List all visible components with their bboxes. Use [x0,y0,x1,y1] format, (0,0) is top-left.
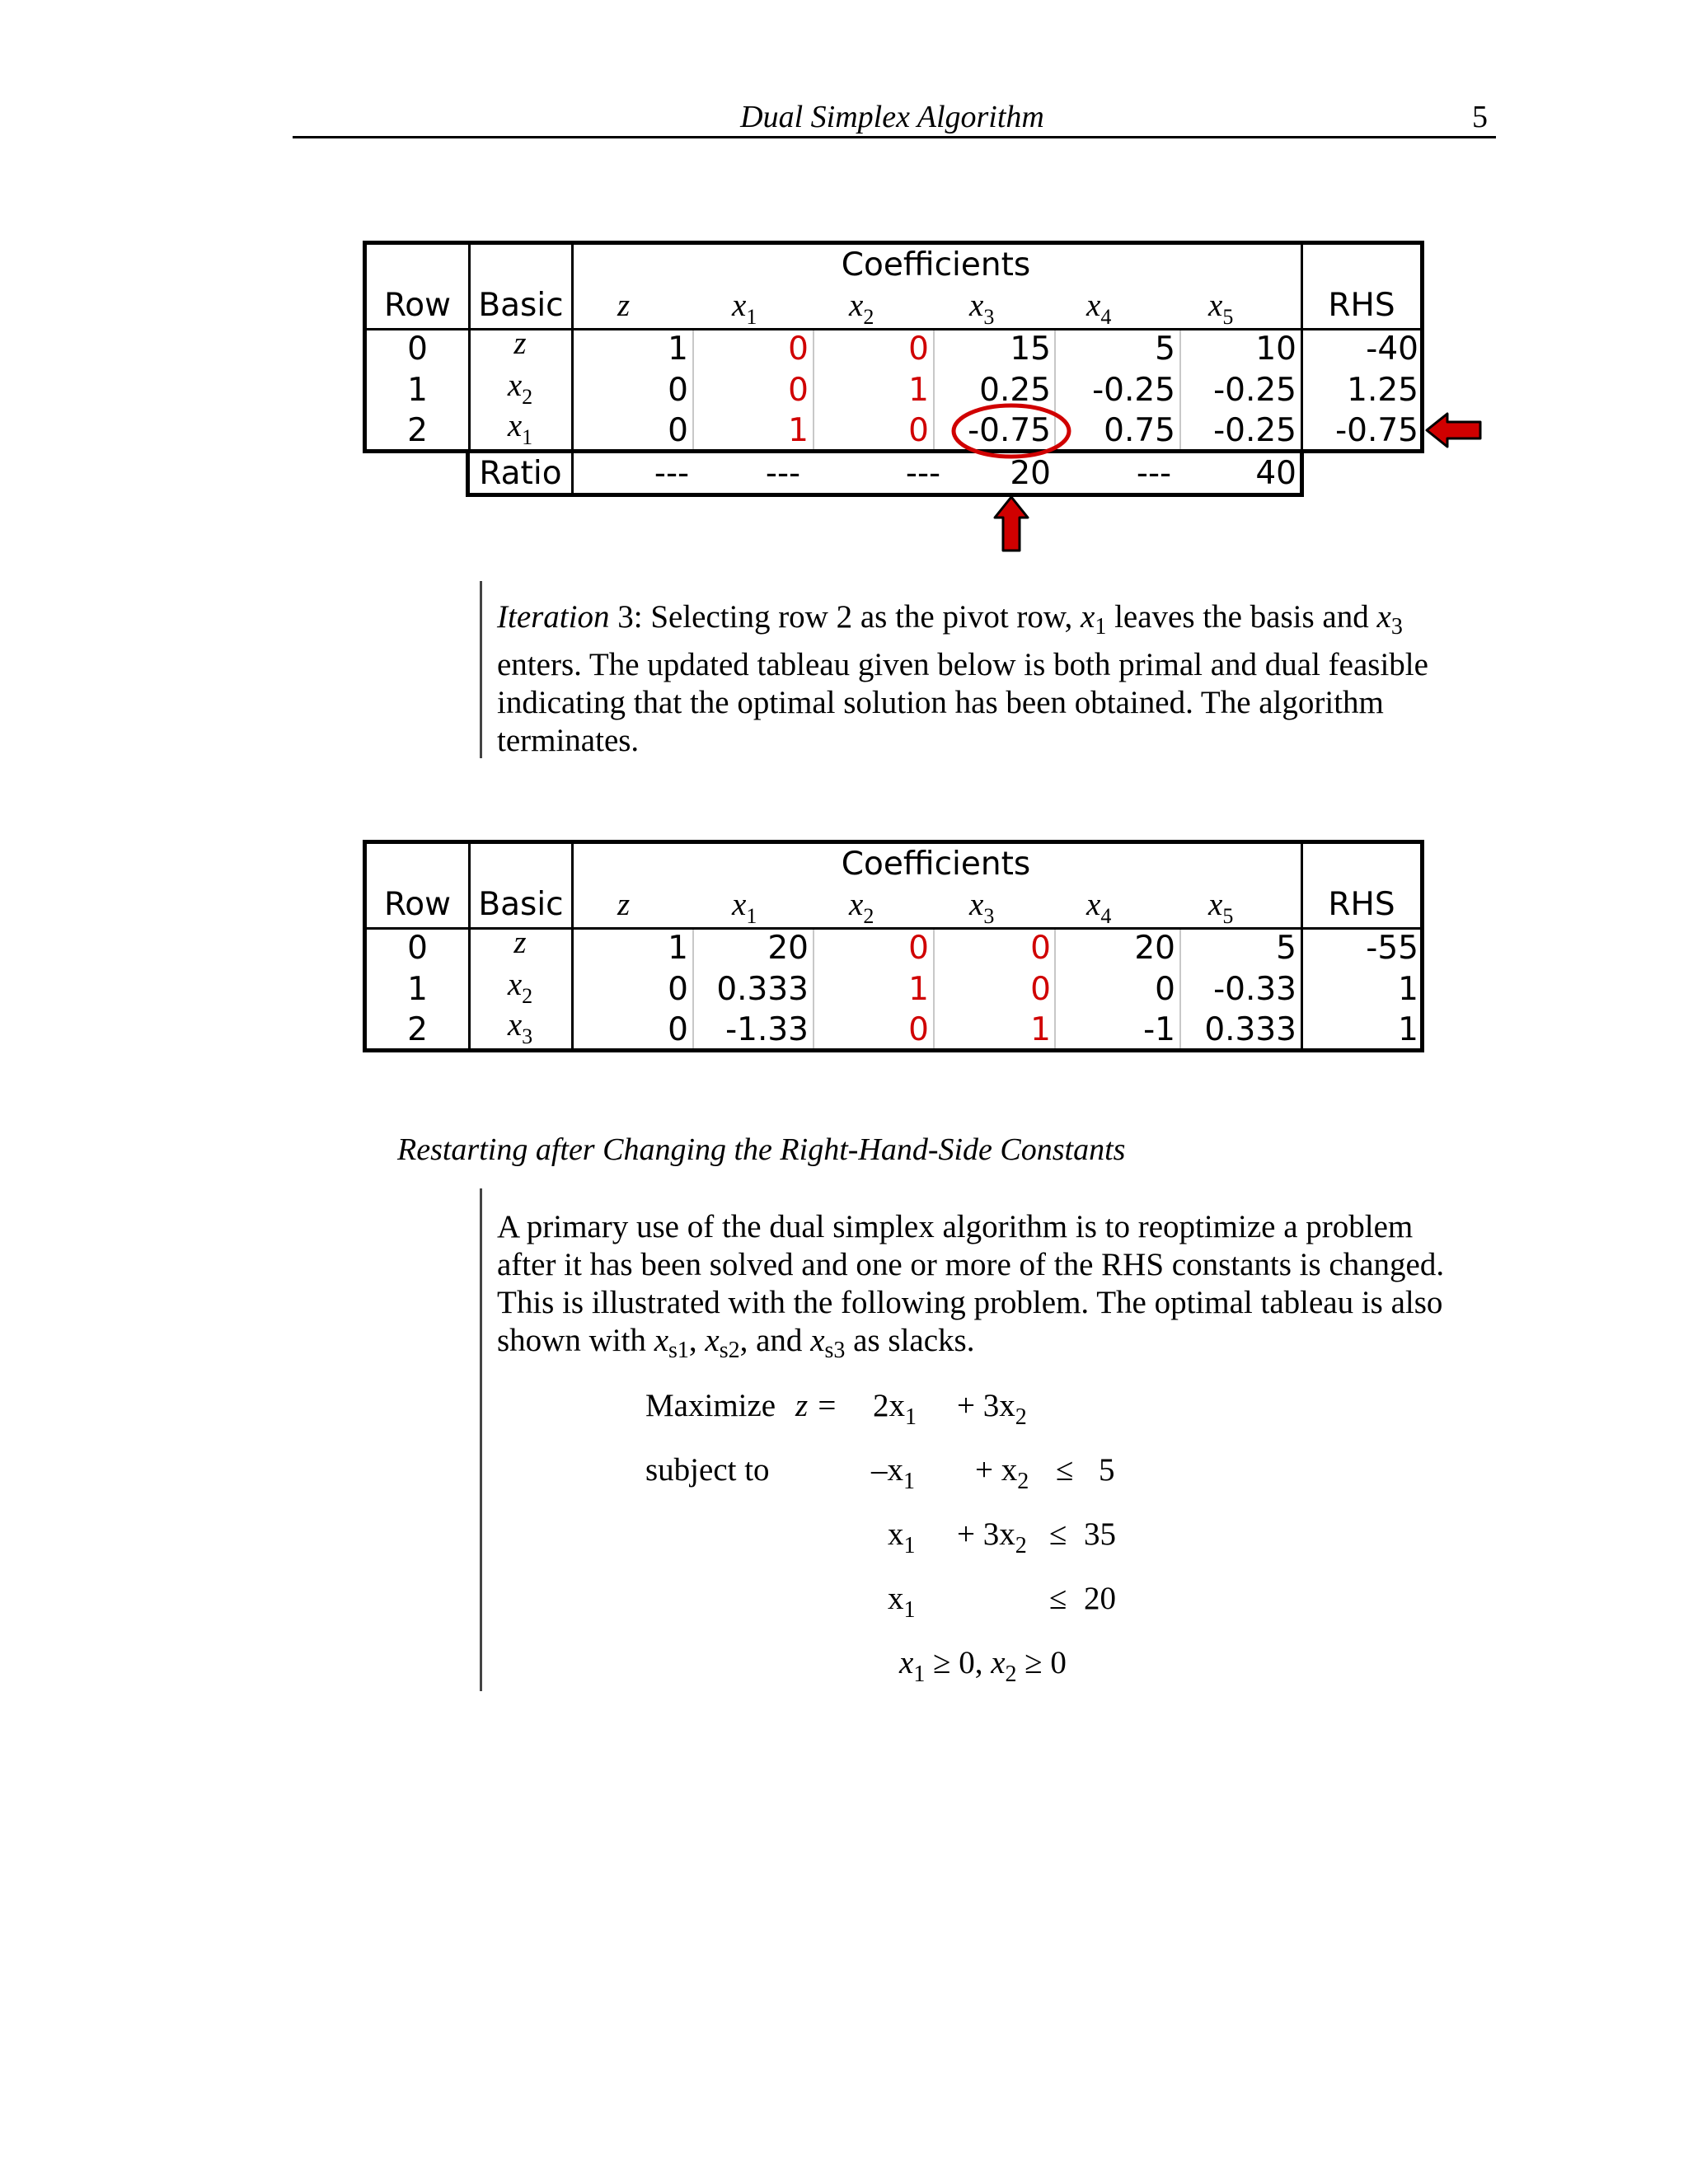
coefficients-label: Coefficients [841,246,1031,284]
cell-value: 1 [668,930,688,967]
cell-value: 0.75 [1104,412,1175,449]
cell-value: 1 [908,971,929,1008]
ratio-label: Ratio [479,455,562,492]
c2-term-1: $x_1$ [888,1516,916,1558]
cell-value: 0 [1030,971,1051,1008]
var-header-x5: $x_5$ [1208,887,1234,928]
cell-value: -1.33 [725,1011,809,1048]
header-title: Dual Simplex Algorithm [740,100,1044,134]
objective-z: z = [795,1388,838,1423]
basic-var: z [513,326,527,361]
var-header-x5: $x_5$ [1208,288,1234,329]
cell-value: 0 [668,971,688,1008]
left-arrow-icon [1424,410,1484,450]
basic-header: Basic [478,287,564,324]
var-header-z: z [617,887,631,922]
divider [933,929,935,1048]
section-line-2: after it has been solved and one or more of the RHS constants is changed. [497,1247,1445,1282]
divider [1179,330,1181,449]
ratio-value: --- [765,455,801,492]
divider [692,929,694,1048]
paragraph-sidebar-line [480,1188,482,1691]
cell-value: 0 [908,1011,929,1048]
cell-value: -0.25 [1213,412,1296,449]
c2-rhs: 35 [1084,1516,1116,1552]
iteration-paragraph [497,598,1568,760]
cell-value: 15 [1010,330,1051,368]
section-line-3: This is illustrated with the following problem. The optimal tableau is also [497,1285,1443,1320]
iteration-line-4: terminates. [497,723,640,758]
objective-term-2: + $3x_2$ [957,1388,1027,1430]
cell-value: 0.333 [716,971,809,1008]
cell-value: 0 [668,412,688,449]
c3-rhs: 20 [1084,1581,1116,1616]
basic-var: $x_3$ [507,1007,533,1048]
section-line-4: shown with $x_{s1}$, $x_{s2}$, and $x_{s3}$ as slacks. [497,1323,975,1363]
section-paragraph [497,1208,1593,1370]
row-number: 1 [407,372,428,409]
section-heading: Restarting after Changing the Right-Hand-Side Constants [397,1132,1126,1167]
ratio-value: --- [905,455,941,492]
cell-value: 1 [788,412,809,449]
c3-relation: ≤ [1049,1581,1067,1616]
rhs-value: 1.25 [1347,372,1418,409]
divider [933,330,935,449]
cell-value: 1 [908,372,929,409]
basic-var: $x_1$ [507,408,533,449]
cell-value: 0 [788,330,809,368]
cell-value: 5 [1276,930,1296,967]
cell-value: -0.25 [1092,372,1175,409]
up-arrow-icon [992,494,1031,554]
cell-value: 5 [1155,330,1175,368]
var-header-x1: $x_1$ [732,288,757,329]
c2-relation: ≤ [1049,1516,1067,1552]
cell-value: 20 [767,930,809,967]
header-rule [293,136,1496,138]
page-number: 5 [1472,100,1488,134]
divider [813,330,814,449]
cell-value: 0 [908,330,929,368]
divider [813,929,814,1048]
cell-value: -0.25 [1213,372,1296,409]
c1-rhs: 5 [1099,1452,1115,1488]
ratio-value: --- [654,455,690,492]
coefficients-label: Coefficients [841,846,1031,883]
iteration-line-3: indicating that the optimal solution has been obtained. The algorithm [497,685,1384,720]
basic-var: $x_2$ [507,368,533,409]
var-header-x1: $x_1$ [732,887,757,928]
row-number: 0 [407,930,428,967]
basic-var: $x_2$ [507,967,533,1008]
row-number: 2 [407,1011,428,1048]
var-header-x2: $x_2$ [849,288,874,329]
divider [1054,929,1056,1048]
rhs-value: 1 [1398,971,1418,1008]
ratio-value: 40 [1255,455,1296,492]
cell-value: 0.333 [1204,1011,1296,1048]
cell-value: 0 [788,372,809,409]
cell-value: 1 [668,330,688,368]
cell-value: -1 [1143,1011,1175,1048]
cell-value: -0.33 [1213,971,1296,1008]
section-line-1: A primary use of the dual simplex algorithm is to reoptimize a problem [497,1209,1414,1244]
var-header-x4: $x_4$ [1086,288,1112,329]
basic-header: Basic [478,886,564,923]
var-header-x3: $x_3$ [969,887,995,928]
cell-value: 0 [1030,930,1051,967]
cell-value: 0 [668,372,688,409]
row-number: 2 [407,412,428,449]
var-header-x4: $x_4$ [1086,887,1112,928]
row-number: 0 [407,330,428,368]
cell-value: 1 [1030,1011,1051,1048]
maximize-label: Maximize [645,1388,776,1423]
rhs-header: RHS [1328,287,1395,324]
nonnegativity: $x_1 \ge 0$, $x_2 \ge 0$ [899,1645,1067,1687]
row-header: Row [383,287,452,324]
cell-value: 0 [908,930,929,967]
rhs-value: -55 [1366,930,1418,967]
var-header-z: z [617,288,631,323]
ratio-value: --- [1136,455,1172,492]
row-number: 1 [407,971,428,1008]
basic-var: z [513,925,527,960]
cell-value: 10 [1255,330,1296,368]
rhs-value: -40 [1366,330,1418,368]
cell-value: 0.25 [979,372,1051,409]
c1-term-2: + $x_2$ [975,1452,1029,1494]
row-header: Row [383,886,452,923]
cell-value: 20 [1134,930,1175,967]
divider [692,330,694,449]
cell-value: 0 [1155,971,1175,1008]
c1-relation: ≤ [1056,1452,1074,1488]
pivot-cell-value: -0.75 [968,412,1051,449]
rhs-value: 1 [1398,1011,1418,1048]
iteration-line-1: Iteration 3: Selecting row 2 as the pivot row, $x_1$ leaves the basis and $x_3$ [497,599,1403,640]
pivot-circle-icon [950,402,1073,460]
divider [1179,929,1181,1048]
objective-term-1: $2x_1$ [873,1388,917,1430]
paragraph-sidebar-line [480,581,482,758]
cell-value: 0 [668,1011,688,1048]
var-header-x2: $x_2$ [849,887,874,928]
ratio-value: 20 [1010,455,1051,492]
var-header-x3: $x_3$ [969,288,995,329]
rhs-header: RHS [1328,886,1395,923]
c1-term-1: $-x_1$ [871,1452,915,1494]
c2-term-2: + $3x_2$ [957,1516,1027,1558]
cell-value: 0 [908,412,929,449]
iteration-line-2: enters. The updated tableau given below is both primal and dual feasible [497,647,1428,682]
rhs-value: -0.75 [1335,412,1418,449]
subject-to-label: subject to [645,1452,770,1488]
c3-term-1: $x_1$ [888,1581,916,1623]
